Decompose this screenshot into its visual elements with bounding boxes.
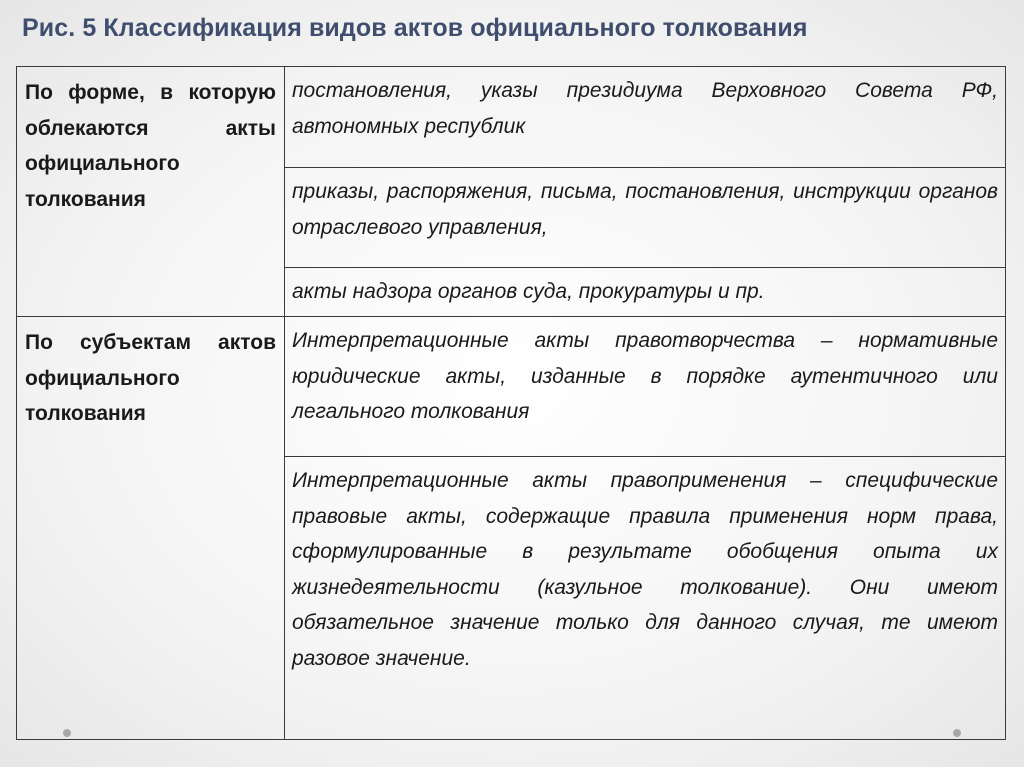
decorative-dot-right <box>953 729 961 737</box>
item-cell-resolutions: постановления, указы президиума Верховного Совета РФ, автономных республик <box>292 79 998 138</box>
items-column-form <box>285 67 1005 316</box>
items-column-subjects <box>285 317 1005 739</box>
item-cell-law-application-acts: Интерпретационные акты правоприменения – специфические правовые акты, содержащие правила применения норм права, сформулированные в результате обобщения опыта их жизнедеятельности (казульное толкование). Они имеют обязательное значение только для данного случая, те имеют разовое значение. <box>285 456 1005 739</box>
category-cell-subjects: По субъектам актов официального толкования <box>17 317 285 739</box>
classification-table <box>16 66 1006 740</box>
item-cell-supervision-acts: акты надзора органов суда, прокуратуры и пр. <box>285 267 1005 316</box>
item-cell-orders: приказы, распоряжения, письма, постановления, инструкции органов отраслевого управления, <box>285 167 1005 267</box>
table-row-form <box>17 67 1005 316</box>
table-row-subjects <box>17 316 1005 739</box>
slide-title: Рис. 5 Классификация видов актов официального толкования <box>22 14 808 42</box>
decorative-dot-left <box>63 729 71 737</box>
category-cell-form: По форме, в которую облекаются акты официального толкования <box>17 67 285 316</box>
item-cell-lawmaking-acts: Интерпретационные акты правотворчества – нормативные юридические акты, изданные в порядке аутентичного или легального толкования <box>292 329 998 423</box>
